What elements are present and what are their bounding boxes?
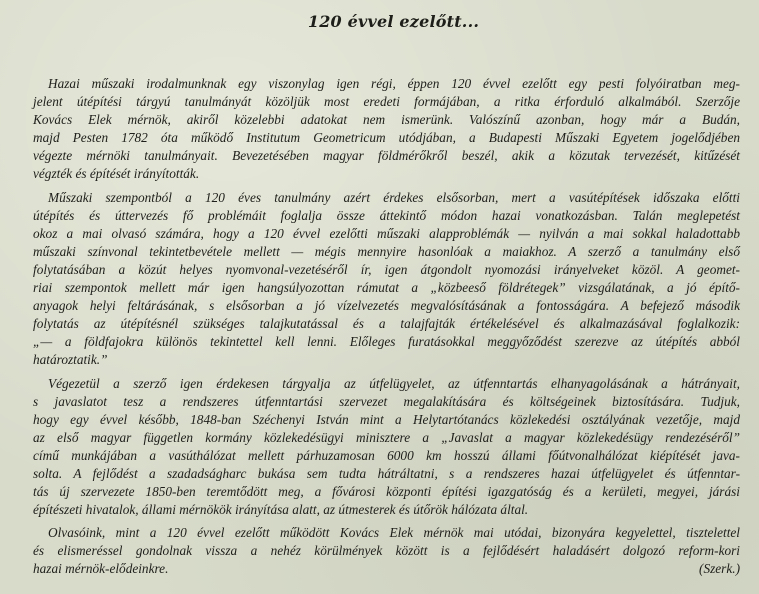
text-line: anyagok helyi feltárásának, s elsősorban a jó vízelvezetés megvalósításának a fontosságára. A befejező második: [33, 298, 740, 314]
text-line: Műszaki szempontból a 120 éves tanulmány azért érdekes elsősorban, mert a vasútépítések időszaka előtti: [48, 189, 740, 205]
closing-line: [33, 560, 740, 578]
text-line: az első magyar független kormány közlekedésügyi minisztere a „Javaslat a magyar közlekedésügy rendezéséről”: [33, 429, 740, 445]
text-line: műszaki színvonal tekintetbevétele mellett — mégis mennyire hasonlóak a maiakhoz. A szerző a tanulmány első: [33, 243, 740, 259]
text-line: végzték és építését irányították.: [33, 166, 200, 182]
text-line: hogy egy évvel később, 1848-ban Széchenyi István mint a Helytartótanács közlekedési osztályának vezetője, majd: [33, 411, 740, 427]
paragraph-technical: [33, 189, 740, 370]
text-line: s javaslatot tesz a rendszeres útfenntartási szervezet megalakítására és költségeinek biztosítására. Tudjuk,: [33, 393, 740, 409]
text-line: riai szempontok mellett már igen hangsúlyozottan rámutat a „közbeeső földrétegek” vizsgálatának, a jó építő-: [33, 280, 740, 296]
editor-signature: (Szerk.): [699, 561, 740, 577]
text-line: útépítés és úttervezés fő problémáit foglalja össze áttekintő módon hazai vonatkozásban. Talán meglepetést: [33, 207, 740, 223]
paragraph-closing: [33, 524, 740, 578]
text-line: hazai mérnök-elődeinkre.: [33, 561, 169, 577]
text-line: tás új szervezete 1850-ben teremtődött meg, a fővárosi központi építési igazgatóság és a kerületi, megyei, járási: [33, 484, 740, 500]
text-line: Kovács Elek mérnök, akiről közelebbi adatokat nem ismerünk. Valószínű azonban, hogy már a Budán,: [33, 112, 740, 128]
article-title: 120 évvel ezelőtt...: [307, 12, 480, 31]
paragraph-intro: [33, 75, 740, 184]
text-line: Végezetül a szerző igen érdekesen tárgyalja az útfelügyelet, az útfenntartás elhanyagolásának a hátrányait,: [48, 375, 740, 391]
text-line: határoztatik.”: [33, 352, 108, 368]
text-line: Olvasóink, mint a 120 évvel ezelőtt működött Kovács Elek mérnök mai utódai, bizonyára kegyelettel, tisztelettel: [48, 525, 740, 541]
text-line: solta. A fejlődést a szadadságharc bukása sem tudta hátráltatni, s a rendszeres hazai útfelügyelet és útfenntar-: [33, 465, 740, 481]
text-line: Hazai műszaki irodalmunknak egy viszonylag igen régi, éppen 120 évvel ezelőtt egy pesti folyóiratban meg-: [48, 76, 740, 91]
text-line: majd Pesten 1782 óta működő Institutum Geometricum utódjában, a Budapesti Műszaki Egyetem jogelődjében: [33, 130, 740, 146]
text-line: című munkájában a vasúthálózat mellett párhuzamosan 6000 km hosszú állami főútvonalhálózat kiépítését java-: [33, 447, 740, 463]
text-line: „— a földfajokra különös tekintettel kell lenni. Előleges furatásokkal meggyőződést szerezve az útépítés abból: [33, 334, 740, 350]
text-line: folytatás az útépítésnél szükséges talajkutatással és a talajfajták értékelésével és alkalmazásával foglalkozik:: [33, 316, 740, 332]
text-line: jelent útépítési tárgyú tanulmányát közöljük most eredeti formájában, a ritka érforduló alkalmából. Szerzője: [33, 94, 740, 110]
text-line: építészeti hivatalok, állami mérnökök irányítása alatt, az útmesterek és útőrök hálózata által.: [33, 502, 529, 518]
paragraph-conclusion: [33, 375, 740, 520]
text-line: végezte mérnöki tanulmányait. Bevezetésében magyar földmérőkről beszél, akik a közutak tervezését, kitűzését: [33, 148, 740, 164]
text-line: okoz a mai olvasó számára, hogy a 120 évvel ezelőtti műszaki alapproblémák — nyilván a mai sokkal haladottabb: [33, 225, 740, 241]
text-line: folytatásában a közút helyes nyomvonal-vezetéséről ír, igen átgondolt nyomozási irányelveket közöl. A geomet-: [33, 261, 740, 277]
text-line: és elismeréssel gondolnak vissza a nehéz körülmények között is a fejlődésért haladásért dolgozó reform-kori: [33, 543, 740, 559]
